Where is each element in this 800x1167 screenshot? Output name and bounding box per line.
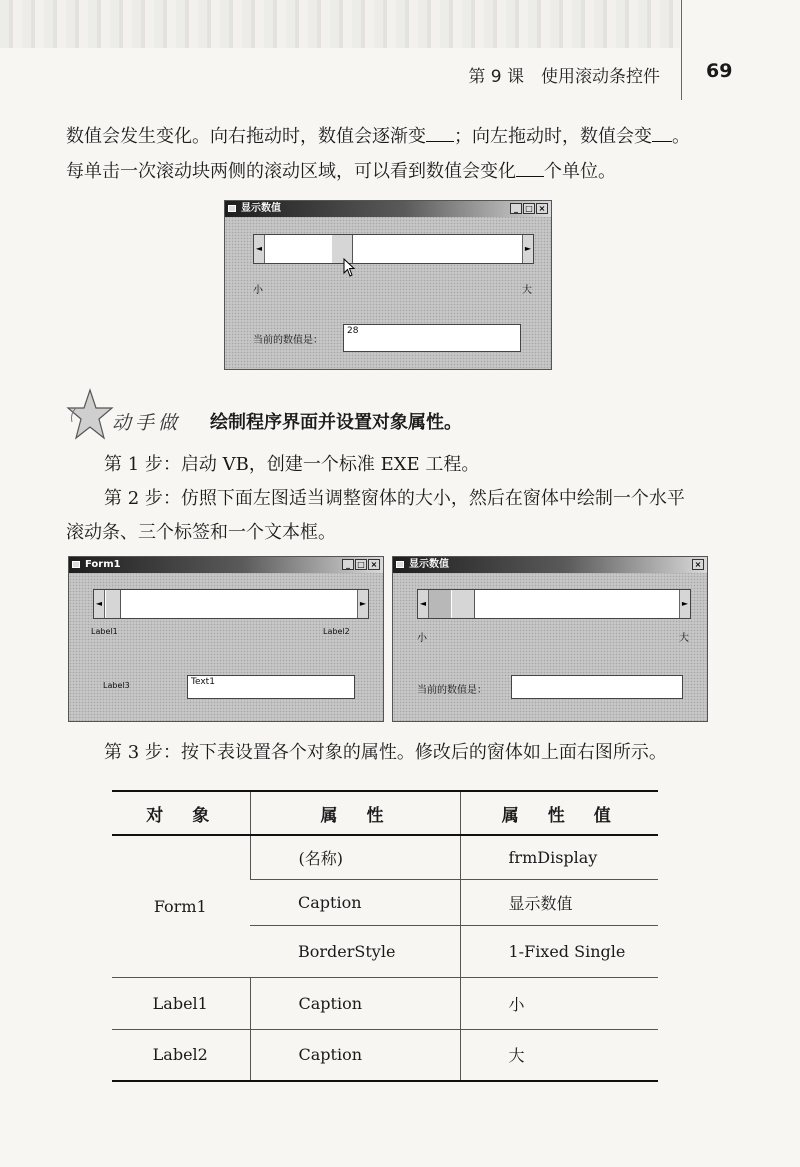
cell-object: Label1 (112, 977, 250, 1029)
cell-property: BorderStyle (250, 925, 460, 977)
step-2-line-2: 滚动条、三个标签和一个文本框。 (66, 522, 336, 543)
header-value: 属 性 值 (460, 791, 658, 835)
scroll-left-arrow-icon[interactable]: ◄ (418, 590, 429, 618)
figure-display-design (392, 556, 708, 722)
scroll-track-left[interactable] (429, 590, 451, 618)
label-small: 小 (253, 285, 263, 296)
figure-form1-design (68, 556, 384, 722)
fill-blank (426, 126, 454, 142)
label-current-value: 当前的数值是： (253, 335, 323, 346)
scroll-right-arrow-icon[interactable]: ► (522, 235, 533, 263)
cell-property: (名称) (250, 835, 460, 879)
cell-value: 1-Fixed Single (460, 925, 658, 977)
header-object: 对 象 (112, 791, 250, 835)
horizontal-scrollbar[interactable] (253, 234, 534, 264)
paragraph-2 (66, 155, 756, 189)
page-number: 69 (706, 60, 733, 82)
window-title: 显示数值 (241, 203, 281, 214)
step-3: 第 3 步：按下表设置各个对象的属性。修改后的窗体如上面右图所示。 (104, 742, 667, 763)
close-button[interactable]: × (536, 203, 548, 214)
cell-value: 显示数值 (460, 879, 658, 925)
star-icon (66, 388, 114, 444)
label2: Label2 (323, 627, 350, 636)
scroll-track-right[interactable] (475, 590, 681, 618)
mouse-pointer-icon (343, 258, 357, 278)
window-app-icon (228, 205, 236, 212)
scroll-thumb[interactable] (105, 590, 121, 618)
minimize-button[interactable]: _ (342, 559, 354, 570)
cell-value: 小 (460, 977, 658, 1029)
window-titlebar (225, 201, 551, 217)
cell-object: Label2 (112, 1029, 250, 1081)
window-app-icon (72, 561, 80, 568)
activity-title: 绘制程序界面并设置对象属性。 (210, 412, 462, 433)
label-small: 小 (417, 633, 427, 644)
table-row (112, 1029, 658, 1081)
label-large: 大 (522, 285, 532, 296)
p1-text-b: ；向左拖动时，数值会变 (454, 126, 652, 147)
close-button[interactable]: × (692, 559, 704, 570)
paragraph-1 (66, 120, 756, 154)
close-button[interactable]: × (368, 559, 380, 570)
maximize-button[interactable]: □ (355, 559, 367, 570)
p2-text-b: 个单位。 (544, 161, 616, 182)
fill-blank (516, 161, 544, 177)
header-property: 属 性 (250, 791, 460, 835)
scroll-left-arrow-icon[interactable]: ◄ (94, 590, 105, 618)
label-current-value: 当前的数值是： (417, 685, 487, 696)
scroll-track-right[interactable] (353, 235, 523, 263)
maximize-button[interactable]: □ (523, 203, 535, 214)
property-table (112, 790, 658, 1082)
value-textbox[interactable]: 28 (343, 324, 521, 352)
header-divider (681, 0, 682, 100)
window-titlebar (393, 557, 707, 573)
minimize-button[interactable]: _ (510, 203, 522, 214)
cell-value: 大 (460, 1029, 658, 1081)
p2-text-a: 每单击一次滚动块两侧的滚动区域，可以看到数值会变化 (66, 161, 516, 182)
value-textbox[interactable] (511, 675, 683, 699)
p1-text-a: 数值会发生变化。向右拖动时，数值会逐渐变 (66, 126, 426, 147)
window-title: Form1 (85, 559, 121, 570)
window-titlebar (69, 557, 383, 573)
label3: Label3 (103, 681, 130, 690)
p1-text-c: 。 (672, 126, 690, 147)
cell-value: frmDisplay (460, 835, 658, 879)
cell-property: Caption (250, 1029, 460, 1081)
scroll-track[interactable] (121, 590, 359, 618)
table-row (112, 977, 658, 1029)
figure-display-window (224, 200, 552, 370)
scroll-track-left[interactable] (265, 235, 331, 263)
activity-tag: 动手做 (112, 412, 182, 434)
cell-object-form1: Form1 (112, 835, 250, 977)
horizontal-scrollbar[interactable] (93, 589, 369, 619)
window-title: 显示数值 (409, 559, 449, 570)
scroll-left-arrow-icon[interactable]: ◄ (254, 235, 265, 263)
table-header-row (112, 791, 658, 835)
window-app-icon (396, 561, 404, 568)
horizontal-scrollbar[interactable] (417, 589, 691, 619)
chapter-title: 第 9 课 使用滚动条控件 (468, 67, 660, 87)
label-large: 大 (679, 633, 689, 644)
scroll-thumb[interactable] (451, 590, 475, 618)
scroll-right-arrow-icon[interactable]: ► (679, 590, 690, 618)
step-1: 第 1 步：启动 VB，创建一个标准 EXE 工程。 (104, 454, 480, 475)
table-row (112, 835, 658, 879)
fill-blank (652, 126, 672, 142)
scroll-right-arrow-icon[interactable]: ► (357, 590, 368, 618)
cell-property: Caption (250, 977, 460, 1029)
label1: Label1 (91, 627, 118, 636)
scan-header-band (0, 0, 680, 48)
cell-property: Caption (250, 879, 460, 925)
step-2-line-1: 第 2 步：仿照下面左图适当调整窗体的大小，然后在窗体中绘制一个水平 (104, 488, 685, 509)
text1-textbox[interactable]: Text1 (187, 675, 355, 699)
